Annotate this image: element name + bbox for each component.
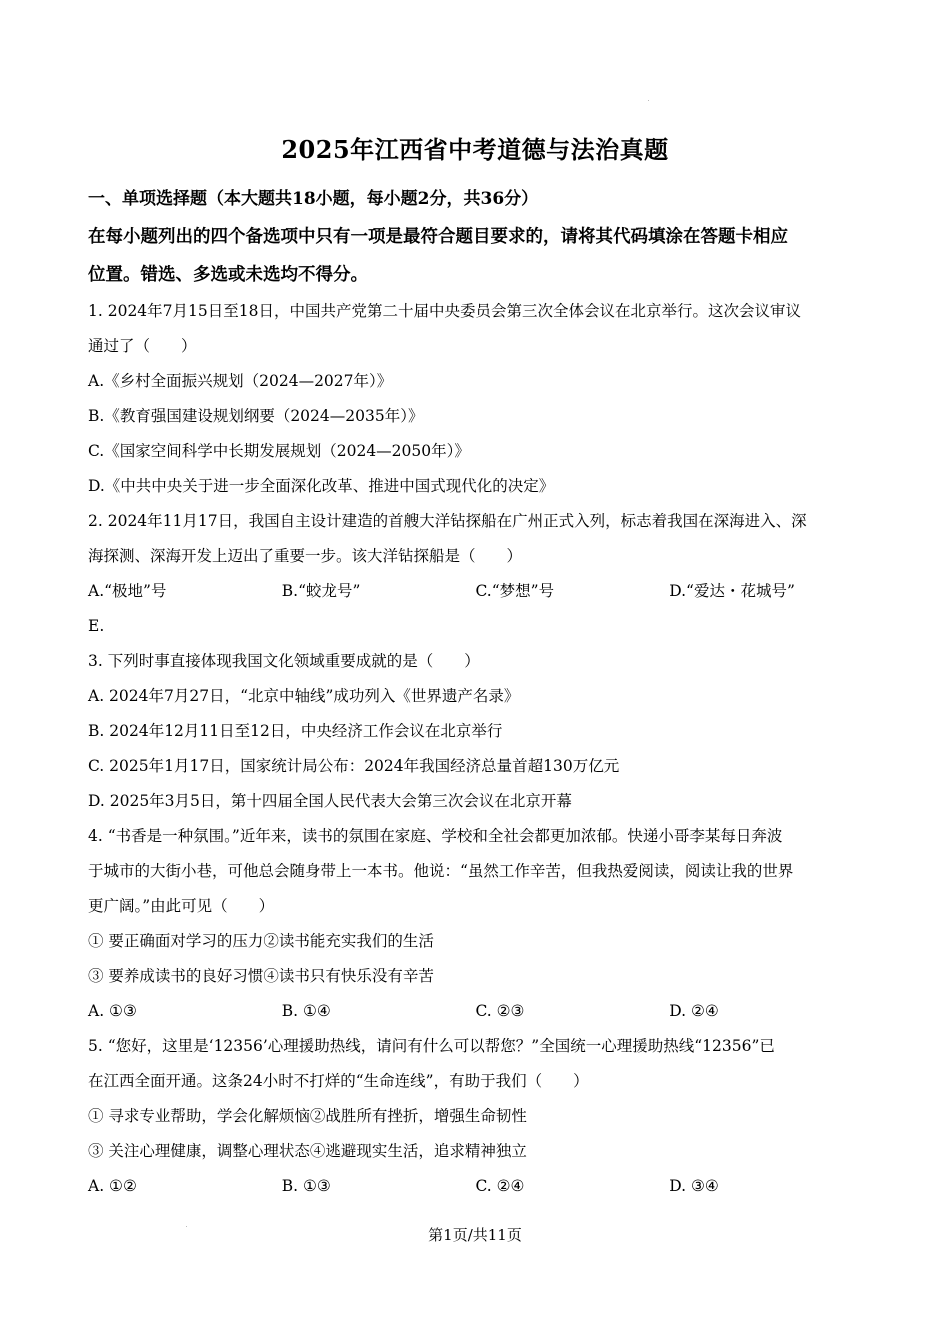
question-4-stem-line2: 于城市的大街小巷，可他总会随身带上一本书。他说：“虽然工作辛苦，但我热爱阅读，阅读让我的世界 xyxy=(88,862,794,880)
question-2-stem-line2: 海探测、深海开发上迈出了重要一步。该大洋钻探船是（ ） xyxy=(88,547,523,565)
question-5-option-d: D. ③④ xyxy=(669,1177,719,1195)
question-2-options xyxy=(88,574,863,609)
question-4-statements-1: ① 要正确面对学习的压力②读书能充实我们的生活 xyxy=(88,932,434,950)
question-3-stem: 3. 下列时事直接体现我国文化领域重要成就的是（ ） xyxy=(88,652,480,670)
question-5-stem-line2: 在江西全面开通。这条24小时不打烊的“生命连线”，有助于我们（ ） xyxy=(88,1072,589,1090)
question-2-option-b: B.“蛟龙号” xyxy=(281,582,361,600)
section-instruction-line1: 在每小题列出的四个备选项中只有一项是最符合题目要求的，请将其代码填涂在答题卡相应 xyxy=(88,227,788,247)
question-1-stem-line1: 1. 2024年7月15日至18日，中国共产党第二十届中央委员会第三次全体会议在北京举行。这次会议审议 xyxy=(88,302,801,320)
page-title: 2025年江西省中考道德与法治真题 xyxy=(281,135,669,164)
question-5-option-b: B. ①③ xyxy=(281,1177,331,1195)
question-5-options xyxy=(88,1169,863,1204)
question-5-statements-1: ① 寻求专业帮助，学会化解烦恼②战胜所有挫折，增强生命韧性 xyxy=(88,1107,527,1125)
question-1-stem-line2: 通过了（ ） xyxy=(88,337,197,355)
question-4-option-a: A. ①③ xyxy=(88,1002,137,1020)
question-1-option-c: C.《国家空间科学中长期发展规划（2024—2050年）》 xyxy=(88,442,470,460)
question-2-option-a: A.“极地”号 xyxy=(88,582,167,600)
question-3-option-a: A. 2024年7月27日，“北京中轴线”成功列入《世界遗产名录》 xyxy=(88,687,520,705)
question-3-option-d: D. 2025年3月5日，第十四届全国人民代表大会第三次会议在北京开幕 xyxy=(88,792,572,810)
question-4-stem-line3: 更广阔。”由此可见（ ） xyxy=(88,897,275,915)
question-2-option-c: C.“梦想”号 xyxy=(475,582,555,600)
question-2-option-d: D.“爱达・花城号” xyxy=(669,582,795,600)
question-4-option-c: C. ②③ xyxy=(475,1002,525,1020)
question-1-option-d: D.《中共中央关于进一步全面深化改革、推进中国式现代化的决定》 xyxy=(88,477,555,495)
question-4-stem-line1: 4. “书香是一种氛围。”近年来，读书的氛围在家庭、学校和全社会都更加浓郁。快递小哥李某每日奔波 xyxy=(88,827,783,845)
question-4-statements-2: ③ 要养成读书的良好习惯④读书只有快乐没有辛苦 xyxy=(88,967,434,985)
question-4-option-b: B. ①④ xyxy=(281,1002,331,1020)
section-instruction-line2: 位置。错选、多选或未选均不得分。 xyxy=(88,265,368,285)
question-1-option-b: B.《教育强国建设规划纲要（2024—2035年）》 xyxy=(88,407,424,425)
scan-speck xyxy=(648,100,649,101)
question-1-option-a: A.《乡村全面振兴规划（2024—2027年）》 xyxy=(88,372,393,390)
section-heading: 一、单项选择题（本大题共18小题，每小题2分，共36分） xyxy=(88,189,539,209)
question-2-stem-line1: 2. 2024年11月17日，我国自主设计建造的首艘大洋钻探船在广州正式入列，标志着我国在深海进入、深 xyxy=(88,512,807,530)
question-4-options xyxy=(88,994,863,1029)
question-3-option-c: C. 2025年1月17日，国家统计局公布：2024年我国经济总量首超130万亿元 xyxy=(88,757,620,775)
question-5-option-a: A. ①② xyxy=(88,1177,137,1195)
question-5-option-c: C. ②④ xyxy=(475,1177,525,1195)
question-5-statements-2: ③ 关注心理健康，调整心理状态④逃避现实生活，追求精神独立 xyxy=(88,1142,527,1160)
question-5-stem-line1: 5. “您好，这里是‘12356’心理援助热线，请问有什么可以帮您？”全国统一心理援助热线“12356”已 xyxy=(88,1037,775,1055)
page-number: 第1页/共11页 xyxy=(428,1226,522,1244)
question-4-option-d: D. ②④ xyxy=(669,1002,719,1020)
question-3-option-b: B. 2024年12月11日至12日，中央经济工作会议在北京举行 xyxy=(88,722,503,740)
question-2-option-e: E. xyxy=(88,617,105,635)
question-section xyxy=(88,184,863,1204)
